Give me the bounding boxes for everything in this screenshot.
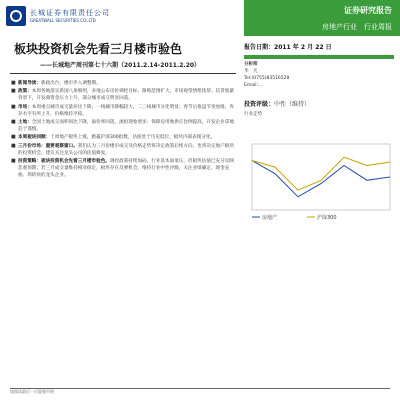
report-subtitle: ——长城地产周刊第七十六期（2011.2.14-2011.2.20）: [40, 62, 201, 69]
company-name-en: GREATWALL SECURITIES CO.,LTD: [30, 18, 96, 23]
company-name-cn: 长城证券有限责任公司: [30, 9, 110, 17]
paragraph: ■ 三月份市场：重要观察窗口。我们认为三月份楼市成交及价格走势将决定政策后续方向，也将决定地产板块的投资机会，建议关注龙头公司的估值修复。: [11, 142, 234, 156]
banner-title: 证券研究报告: [344, 6, 392, 15]
paragraph: ■ 市场：本周重点城市成交量环比下降，一线城市降幅较大，二三线城市分化明显；春节后推盘节奏放缓，库存水平有所上升，价格维持平稳。: [11, 103, 234, 117]
paragraph: ■ 新闻导读：新政出台，楼市步入调整期。: [11, 80, 101, 86]
title-divider: [10, 73, 236, 74]
analyst-line: Tel:(0755)83516528: [244, 76, 290, 81]
industry-trend-chart: [244, 140, 394, 220]
analyst-label: 分析师: [244, 62, 258, 67]
banner-subtitle: 房地产行业 行业周报: [322, 23, 392, 31]
sidebar-info: [244, 40, 394, 118]
report-body: [10, 80, 236, 181]
analyst-line: Email:...: [244, 83, 263, 88]
paragraph: ■ 土地：全国土地成交面积同比下降，溢价率回落，流拍现象增多；保障房用地供应比例提高，开发企业拿地趋于谨慎。: [11, 119, 234, 133]
paragraph: ■ 本周板块回顾：上周地产板块上涨，跑赢沪深300指数，估值处于历史低位，板块内部表现分化。: [11, 134, 216, 141]
legend-label-1: 沪深300: [317, 215, 337, 220]
chart-legend: [252, 214, 337, 220]
chart-frame: [252, 144, 390, 210]
section-bar: [244, 55, 394, 59]
chart-caption: 行业走势: [244, 112, 262, 117]
paragraph: ■ 政策：本周各地落实新国八条细则，多地公布房价调控目标，限购范围扩大，市场观望情绪浓厚；信贷收紧背景下，开发商资金压力上升，部分城市成交明显回落。: [11, 88, 234, 102]
investment-rating: 投资评级：中性（维持）: [244, 101, 311, 108]
legend-label-0: 房地产: [262, 215, 278, 220]
report-title: 板块投资机会先看三月楼市验色: [14, 42, 183, 56]
analyst-line: 华 凡: [244, 69, 258, 74]
footer: 请阅读最后一页重要声明: [10, 388, 390, 407]
company-logo-icon: [6, 6, 26, 26]
paragraph: ■ 投资策略：板块投资机会先看三月楼市验色。调控政策持续加码，行业基本面承压，但板块估值已充分反映悲观预期；若三月成交量维持相对稳定，板块存在反弹机会，维持行业中性评级，关注业绩确定、现金充裕、周转快的龙头企业。: [11, 158, 234, 179]
series-line-1: [252, 157, 390, 190]
report-type-banner: [244, 0, 400, 36]
report-header: [0, 0, 400, 34]
report-date: 报告日期：2011 年 2 月 22 日: [244, 44, 332, 51]
trend-chart-svg: [244, 140, 394, 220]
